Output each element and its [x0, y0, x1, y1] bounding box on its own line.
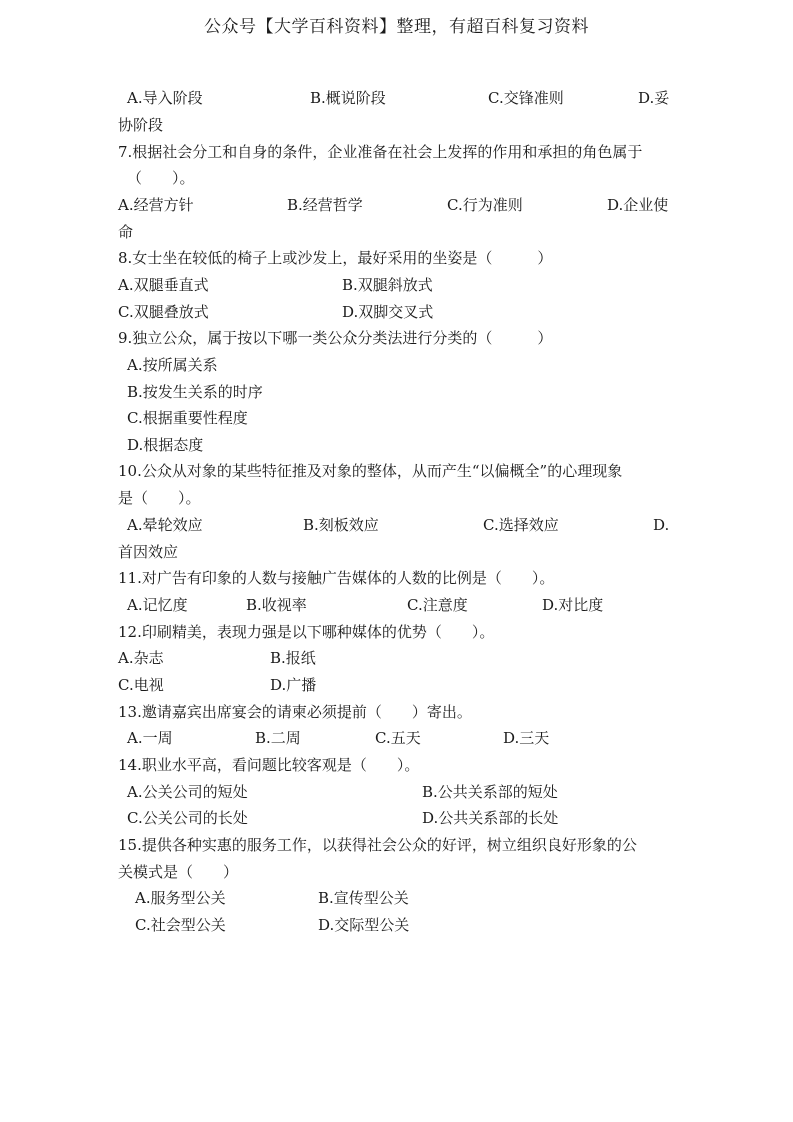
q13-option-c: C.五天 [375, 729, 421, 747]
q14-option-c: C.公关公司的长处 [127, 809, 248, 827]
q11-option-b: B.收视率 [246, 596, 307, 614]
q13-stem: 13.邀请嘉宾出席宴会的请柬必须提前（ ）寄出。 [118, 703, 472, 721]
q15-option-b: B.宣传型公关 [318, 889, 409, 907]
q15-option-d: D.交际型公关 [318, 916, 410, 934]
q7-stem: 7.根据社会分工和自身的条件，企业准备在社会上发挥的作用和承担的角色属于 [118, 143, 643, 161]
q8-option-b: B.双腿斜放式 [342, 276, 433, 294]
q6-option-b: B.概说阶段 [310, 89, 386, 107]
q12-option-a: A.杂志 [118, 649, 164, 667]
q15-option-a: A.服务型公关 [135, 889, 226, 907]
page-header: 公众号【大学百科资料】整理，有超百科复习资料 [204, 17, 589, 37]
q10-option-d-wrap: 首因效应 [118, 543, 179, 561]
q14-stem: 14.职业水平高，看问题比较客观是（ ）。 [118, 756, 420, 774]
q7-option-a: A.经营方针 [118, 196, 194, 214]
q14-option-a: A.公关公司的短处 [127, 783, 248, 801]
q9-option-a: A.按所属关系 [127, 356, 218, 374]
q13-option-d: D.三天 [503, 729, 550, 747]
q11-option-a: A.记忆度 [127, 596, 188, 614]
q10-stem-cont: 是（ ）。 [118, 489, 201, 507]
q11-stem: 11.对广告有印象的人数与接触广告媒体的人数的比例是（ ）。 [118, 569, 555, 587]
q12-option-d: D.广播 [270, 676, 317, 694]
q7-option-d-wrap: 命 [118, 223, 134, 241]
q15-option-c: C.社会型公关 [135, 916, 226, 934]
q8-option-a: A.双腿垂直式 [118, 276, 209, 294]
q9-option-b: B.按发生关系的时序 [127, 383, 263, 401]
q7-option-c: C.行为准则 [447, 196, 523, 214]
q7-stem-cont: （ ）。 [127, 169, 195, 187]
q13-option-b: B.二周 [255, 729, 301, 747]
q8-stem: 8.女士坐在较低的椅子上或沙发上，最好采用的坐姿是（ ） [118, 249, 553, 267]
q14-option-d: D.公共关系部的长处 [422, 809, 559, 827]
q11-option-d: D.对比度 [542, 596, 604, 614]
q6-option-c: C.交锋准则 [488, 89, 564, 107]
q12-stem: 12.印刷精美，表现力强是以下哪种媒体的优势（ ）。 [118, 623, 495, 641]
q8-option-c: C.双腿叠放式 [118, 303, 209, 321]
q10-stem: 10.公众从对象的某些特征推及对象的整体，从而产生“以偏概全”的心理现象 [118, 462, 623, 480]
q13-option-a: A.一周 [127, 729, 173, 747]
q12-option-c: C.电视 [118, 676, 164, 694]
q7-option-d: D.企业使 [607, 196, 669, 214]
q12-option-b: B.报纸 [270, 649, 316, 667]
q8-option-d: D.双脚交叉式 [342, 303, 434, 321]
q9-stem: 9.独立公众，属于按以下哪一类公众分类法进行分类的（ ） [118, 329, 553, 347]
q14-option-b: B.公共关系部的短处 [422, 783, 558, 801]
q9-option-c: C.根据重要性程度 [127, 409, 248, 427]
q7-option-b: B.经营哲学 [287, 196, 363, 214]
q10-option-c: C.选择效应 [483, 516, 559, 534]
q15-stem-cont: 关模式是（ ） [118, 863, 239, 881]
q6-option-d: D.妥 [638, 89, 670, 107]
q9-option-d: D.根据态度 [127, 436, 204, 454]
q6-option-a: A.导入阶段 [127, 89, 203, 107]
q15-stem: 15.提供各种实惠的服务工作，以获得社会公众的好评，树立组织良好形象的公 [118, 836, 637, 854]
q10-option-d: D. [653, 516, 670, 534]
q10-option-b: B.刻板效应 [303, 516, 379, 534]
q6-option-d-wrap: 协阶段 [118, 116, 164, 134]
q11-option-c: C.注意度 [407, 596, 468, 614]
q10-option-a: A.晕轮效应 [127, 516, 203, 534]
